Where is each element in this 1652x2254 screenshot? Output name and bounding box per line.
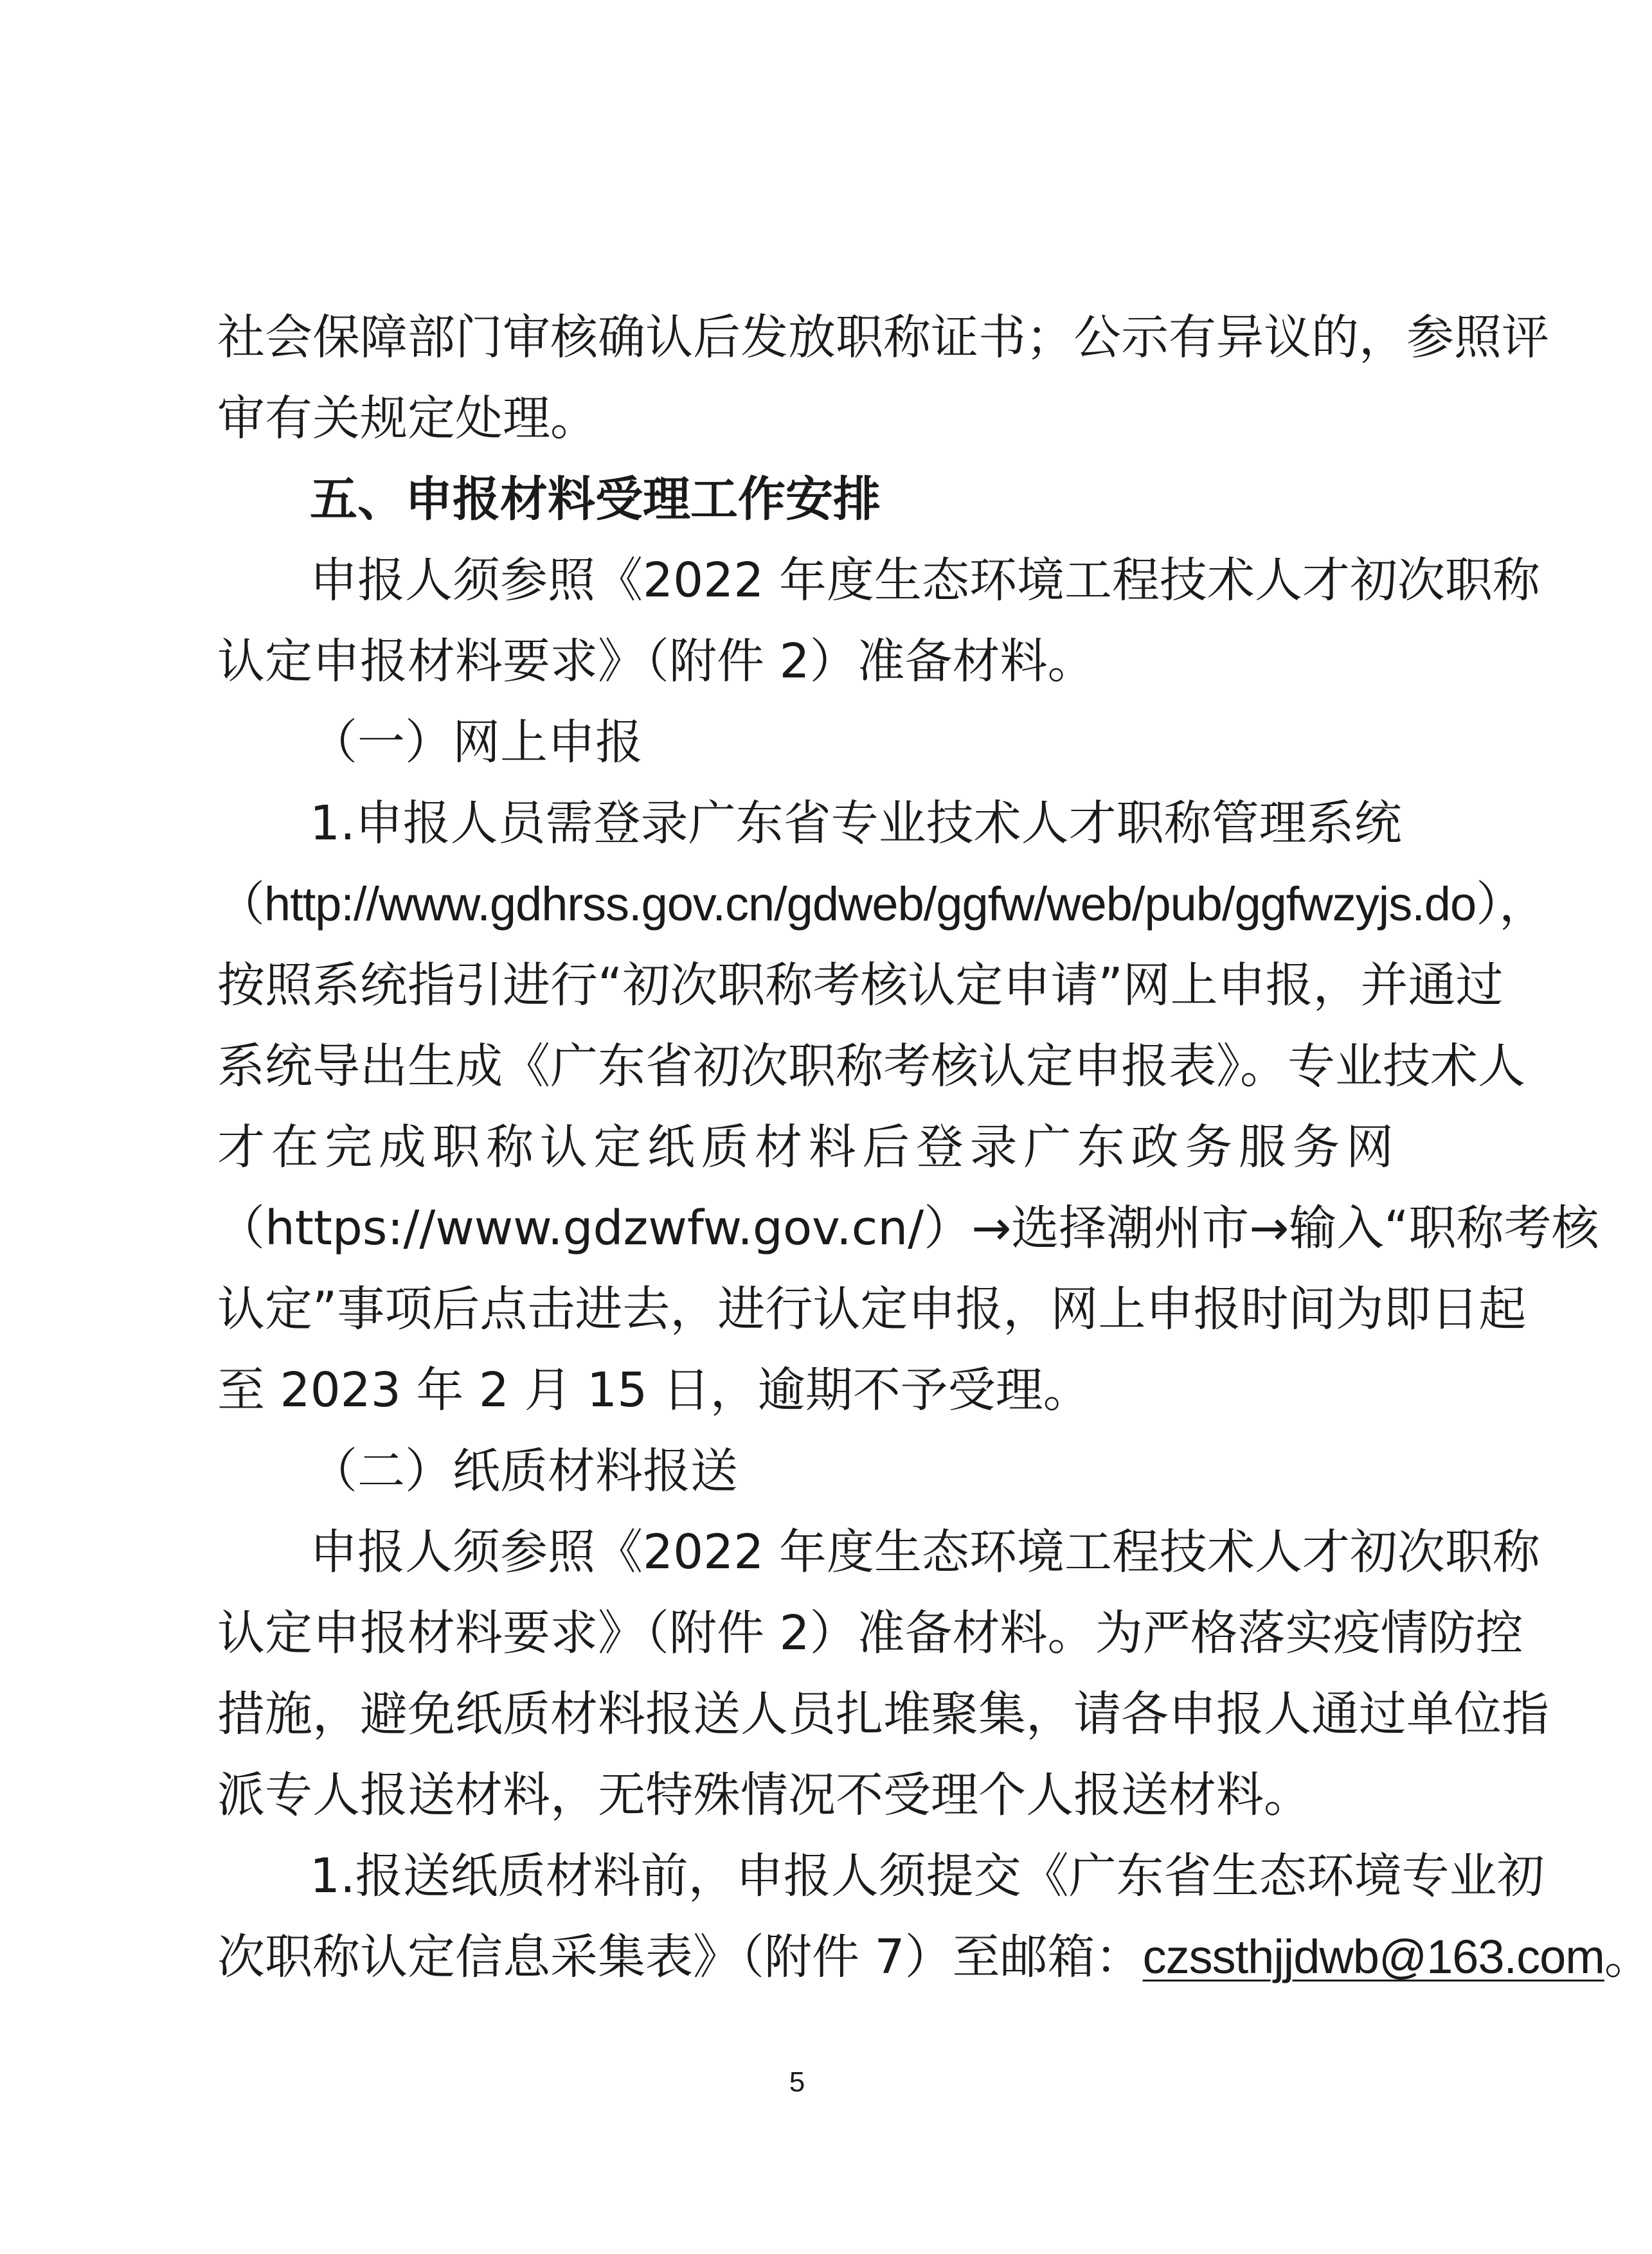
text-span: 。 bbox=[1604, 1929, 1652, 1985]
url-line: （http://www.gdhrss.gov.cn/gdweb/ggfw/web/pub/ggfwzyjs.do）， bbox=[217, 877, 1547, 931]
text-line: 认定申报材料要求》（附件 2）准备材料。 bbox=[217, 634, 1095, 689]
text-span: 次职称认定信息采集表》（附件 7）至邮箱： bbox=[217, 1929, 1143, 1985]
text-line: 系统导出生成《广东省初次职称考核认定申报表》。专业技术人 bbox=[217, 1039, 1525, 1094]
email-link[interactable]: czssthjjdwb@163.com bbox=[1142, 1930, 1604, 1983]
text-line: 审有关规定处理。 bbox=[217, 391, 598, 446]
text-line: 措施，避免纸质材料报送人员扎堆聚集，请各申报人通过单位指 bbox=[217, 1686, 1549, 1742]
page-number: 5 bbox=[789, 2066, 805, 2098]
text-line: 派专人报送材料，无特殊情况不受理个人报送材料。 bbox=[217, 1767, 1311, 1823]
text-line bbox=[217, 1912, 1652, 2002]
text-line: 才在完成职称认定纸质材料后登录广东政务服务网 bbox=[217, 1120, 1394, 1175]
text-line: 按照系统指引进行“初次职称考核认定申请”网上申报，并通过 bbox=[217, 958, 1504, 1013]
text-line: 申报人须参照《2022 年度生态环境工程技术人才初次职称 bbox=[310, 553, 1540, 608]
text-line: 社会保障部门审核确认后发放职称证书；公示有异议的，参照评 bbox=[217, 310, 1549, 365]
subsection-heading: （二）纸质材料报送 bbox=[310, 1444, 738, 1499]
text-line: 认定申报材料要求》（附件 2）准备材料。为严格落实疫情防控 bbox=[217, 1606, 1523, 1661]
text-line: 认定”事项后点击进去，进行认定申报，网上申报时间为即日起 bbox=[217, 1282, 1527, 1337]
text-line: 至 2023 年 2 月 15 日，逾期不予受理。 bbox=[217, 1363, 1091, 1418]
text-line: 1.申报人员需登录广东省专业技术人才职称管理系统 bbox=[310, 796, 1402, 851]
text-line: 1.报送纸质材料前，申报人须提交《广东省生态环境专业初 bbox=[310, 1848, 1545, 1904]
subsection-heading: （一）网上申报 bbox=[310, 715, 643, 770]
section-heading: 五、申报材料受理工作安排 bbox=[310, 472, 881, 527]
text-line: （https://www.gdzwfw.gov.cn/）→选择潮州市→输入“职称考核 bbox=[217, 1201, 1599, 1256]
text-line: 申报人须参照《2022 年度生态环境工程技术人才初次职称 bbox=[310, 1525, 1540, 1580]
